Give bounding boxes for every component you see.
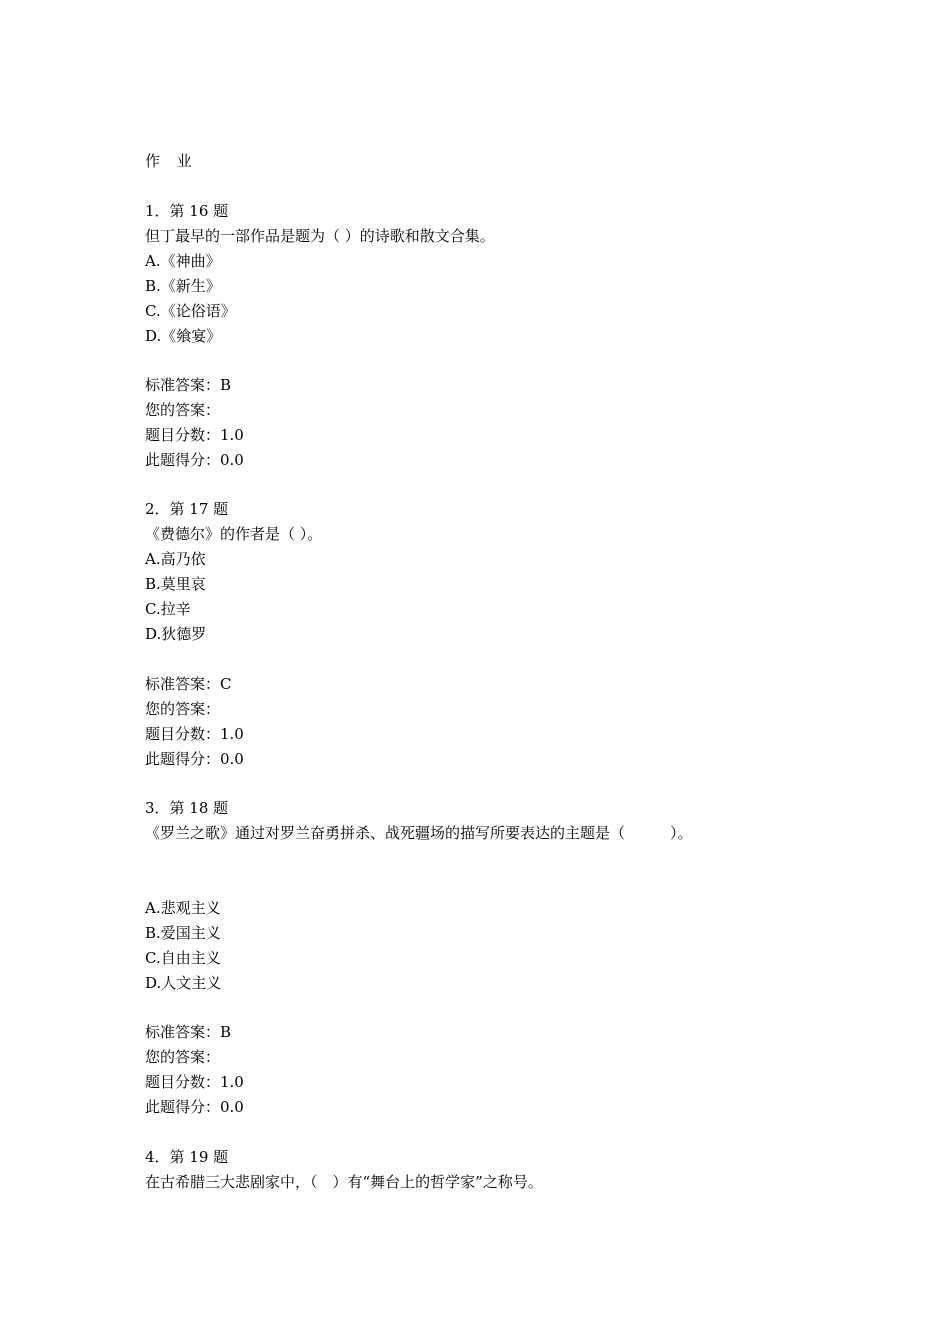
- question-2-option-d: D.狄德罗: [145, 625, 207, 643]
- question-1-standard-answer: 标准答案：B: [145, 376, 232, 394]
- question-3-option-d: D.人文主义: [145, 974, 222, 992]
- question-2-option-c: C.拉辛: [145, 600, 191, 618]
- question-3-option-b: B.爱国主义: [145, 924, 221, 942]
- question-1-header: 1．第 16 题: [145, 202, 229, 220]
- question-3-option-a: A.悲观主义: [145, 899, 221, 917]
- document-title: 作 业: [145, 152, 198, 170]
- question-2-your-answer: 您的答案：: [145, 700, 221, 718]
- question-3-earned: 此题得分：0.0: [145, 1098, 244, 1116]
- question-2-stem: 《费德尔》的作者是（ ）。: [145, 525, 323, 543]
- question-1-score: 题目分数：1.0: [145, 426, 244, 444]
- question-4-header: 4．第 19 题: [145, 1148, 229, 1166]
- question-1-stem: 但丁最早的一部作品是题为（ ）的诗歌和散文合集。: [145, 227, 495, 245]
- question-3-header: 3．第 18 题: [145, 799, 229, 817]
- question-3-standard-answer: 标准答案：B: [145, 1023, 232, 1041]
- question-1-option-a: A.《神曲》: [145, 252, 221, 270]
- question-3-option-c: C.自由主义: [145, 949, 221, 967]
- question-3-stem: 《罗兰之歌》通过对罗兰奋勇拼杀、战死疆场的描写所要表达的主题是（ ）。: [145, 824, 693, 842]
- question-2-option-a: A.高乃依: [145, 550, 206, 568]
- question-1-option-d: D.《飨宴》: [145, 327, 222, 345]
- question-2-header: 2．第 17 题: [145, 500, 229, 518]
- question-3-your-answer: 您的答案：: [145, 1048, 221, 1066]
- question-3-score: 题目分数：1.0: [145, 1073, 244, 1091]
- question-1-your-answer: 您的答案：: [145, 401, 221, 419]
- question-2-standard-answer: 标准答案：C: [145, 675, 232, 693]
- question-2-earned: 此题得分：0.0: [145, 750, 244, 768]
- question-2-score: 题目分数：1.0: [145, 725, 244, 743]
- question-1-option-b: B.《新生》: [145, 277, 221, 295]
- question-2-option-b: B.莫里哀: [145, 575, 206, 593]
- question-1-option-c: C.《论俗语》: [145, 302, 236, 320]
- question-4-stem: 在古希腊三大悲剧家中，（ ）有“舞台上的哲学家”之称号。: [145, 1173, 543, 1191]
- question-1-earned: 此题得分：0.0: [145, 451, 244, 469]
